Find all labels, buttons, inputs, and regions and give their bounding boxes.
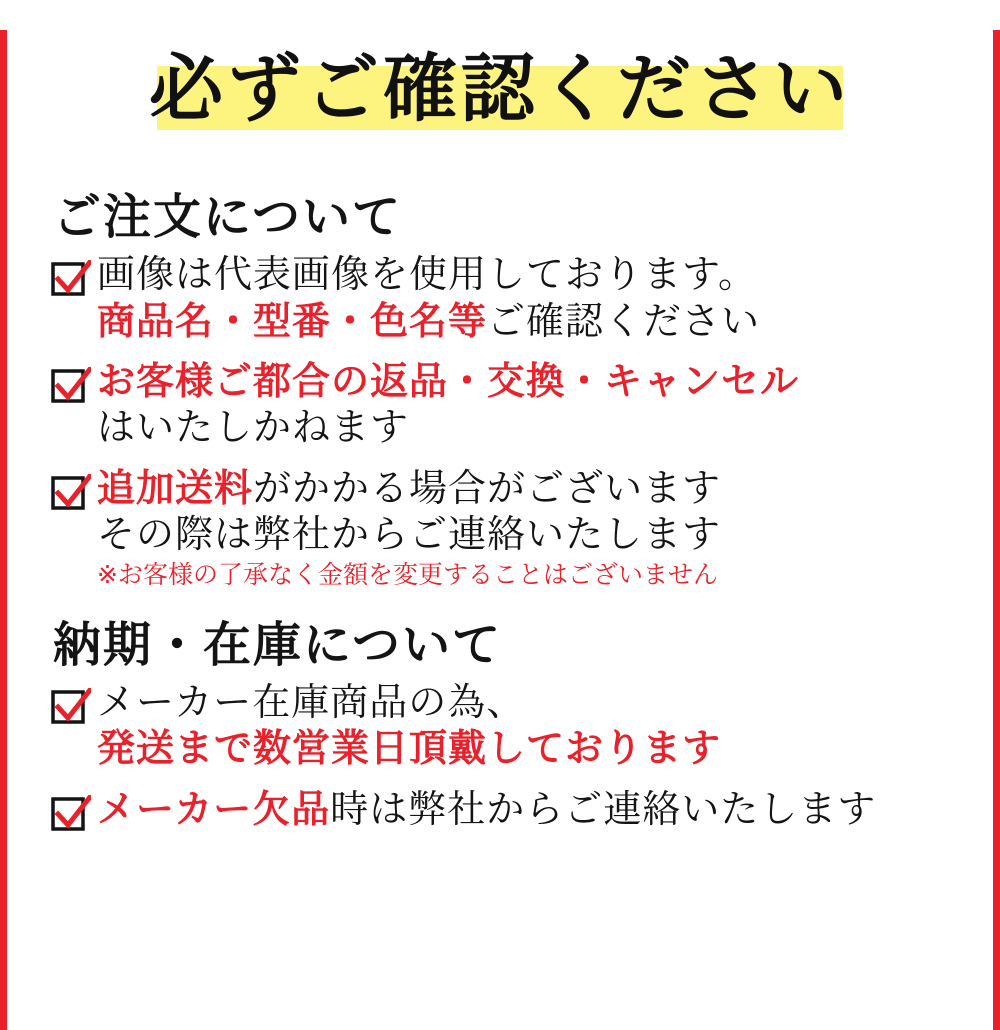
list-item-line: メーカー在庫商品の為、 [97, 680, 526, 725]
checkbox-check-icon [51, 688, 91, 728]
list-item-text [97, 251, 955, 344]
section-heading-delivery: 納期・在庫について [53, 616, 503, 673]
checkbox-check-icon [51, 260, 91, 300]
section-heading-order: ご注文について [53, 189, 403, 245]
list-item-line: その際は弊社からご連絡いたします [97, 511, 722, 556]
list-item-line: 追加送料がかかる場合がございます [97, 465, 722, 510]
list-item-line: 商品名・型番・色名等ご確認ください [97, 298, 761, 343]
list-item-line: はいたしかねます [97, 405, 410, 450]
checkbox-check-icon [51, 367, 91, 407]
list-item-text [97, 679, 955, 772]
list-item-text [97, 358, 955, 451]
list-item-line: お客様ご都合の返品・交換・キャンセル [97, 358, 800, 403]
section-order [45, 190, 955, 592]
section-delivery [45, 618, 955, 835]
page-content [7, 30, 993, 1030]
notice-page [0, 30, 1000, 1030]
list-item-line: メーカー欠品時は弊社からご連絡いたします [97, 786, 877, 831]
page-title: 必ずご確認ください [149, 46, 851, 132]
list-item-text [97, 786, 955, 832]
list-item [51, 679, 955, 772]
checkbox-check-icon [51, 795, 91, 835]
list-item [51, 251, 955, 344]
list-item-text [97, 465, 955, 592]
list-item-line: 画像は代表画像を使用しております。 [97, 252, 757, 297]
checkbox-check-icon [51, 474, 91, 514]
list-item-line: 発送まで数営業日頂戴しております [97, 726, 722, 771]
list-item [51, 358, 955, 451]
list-item [51, 786, 955, 835]
page-title-block [45, 30, 955, 148]
list-item-note: ※お客様の了承なく金額を変更することはございません [97, 560, 718, 590]
list-item [51, 465, 955, 592]
